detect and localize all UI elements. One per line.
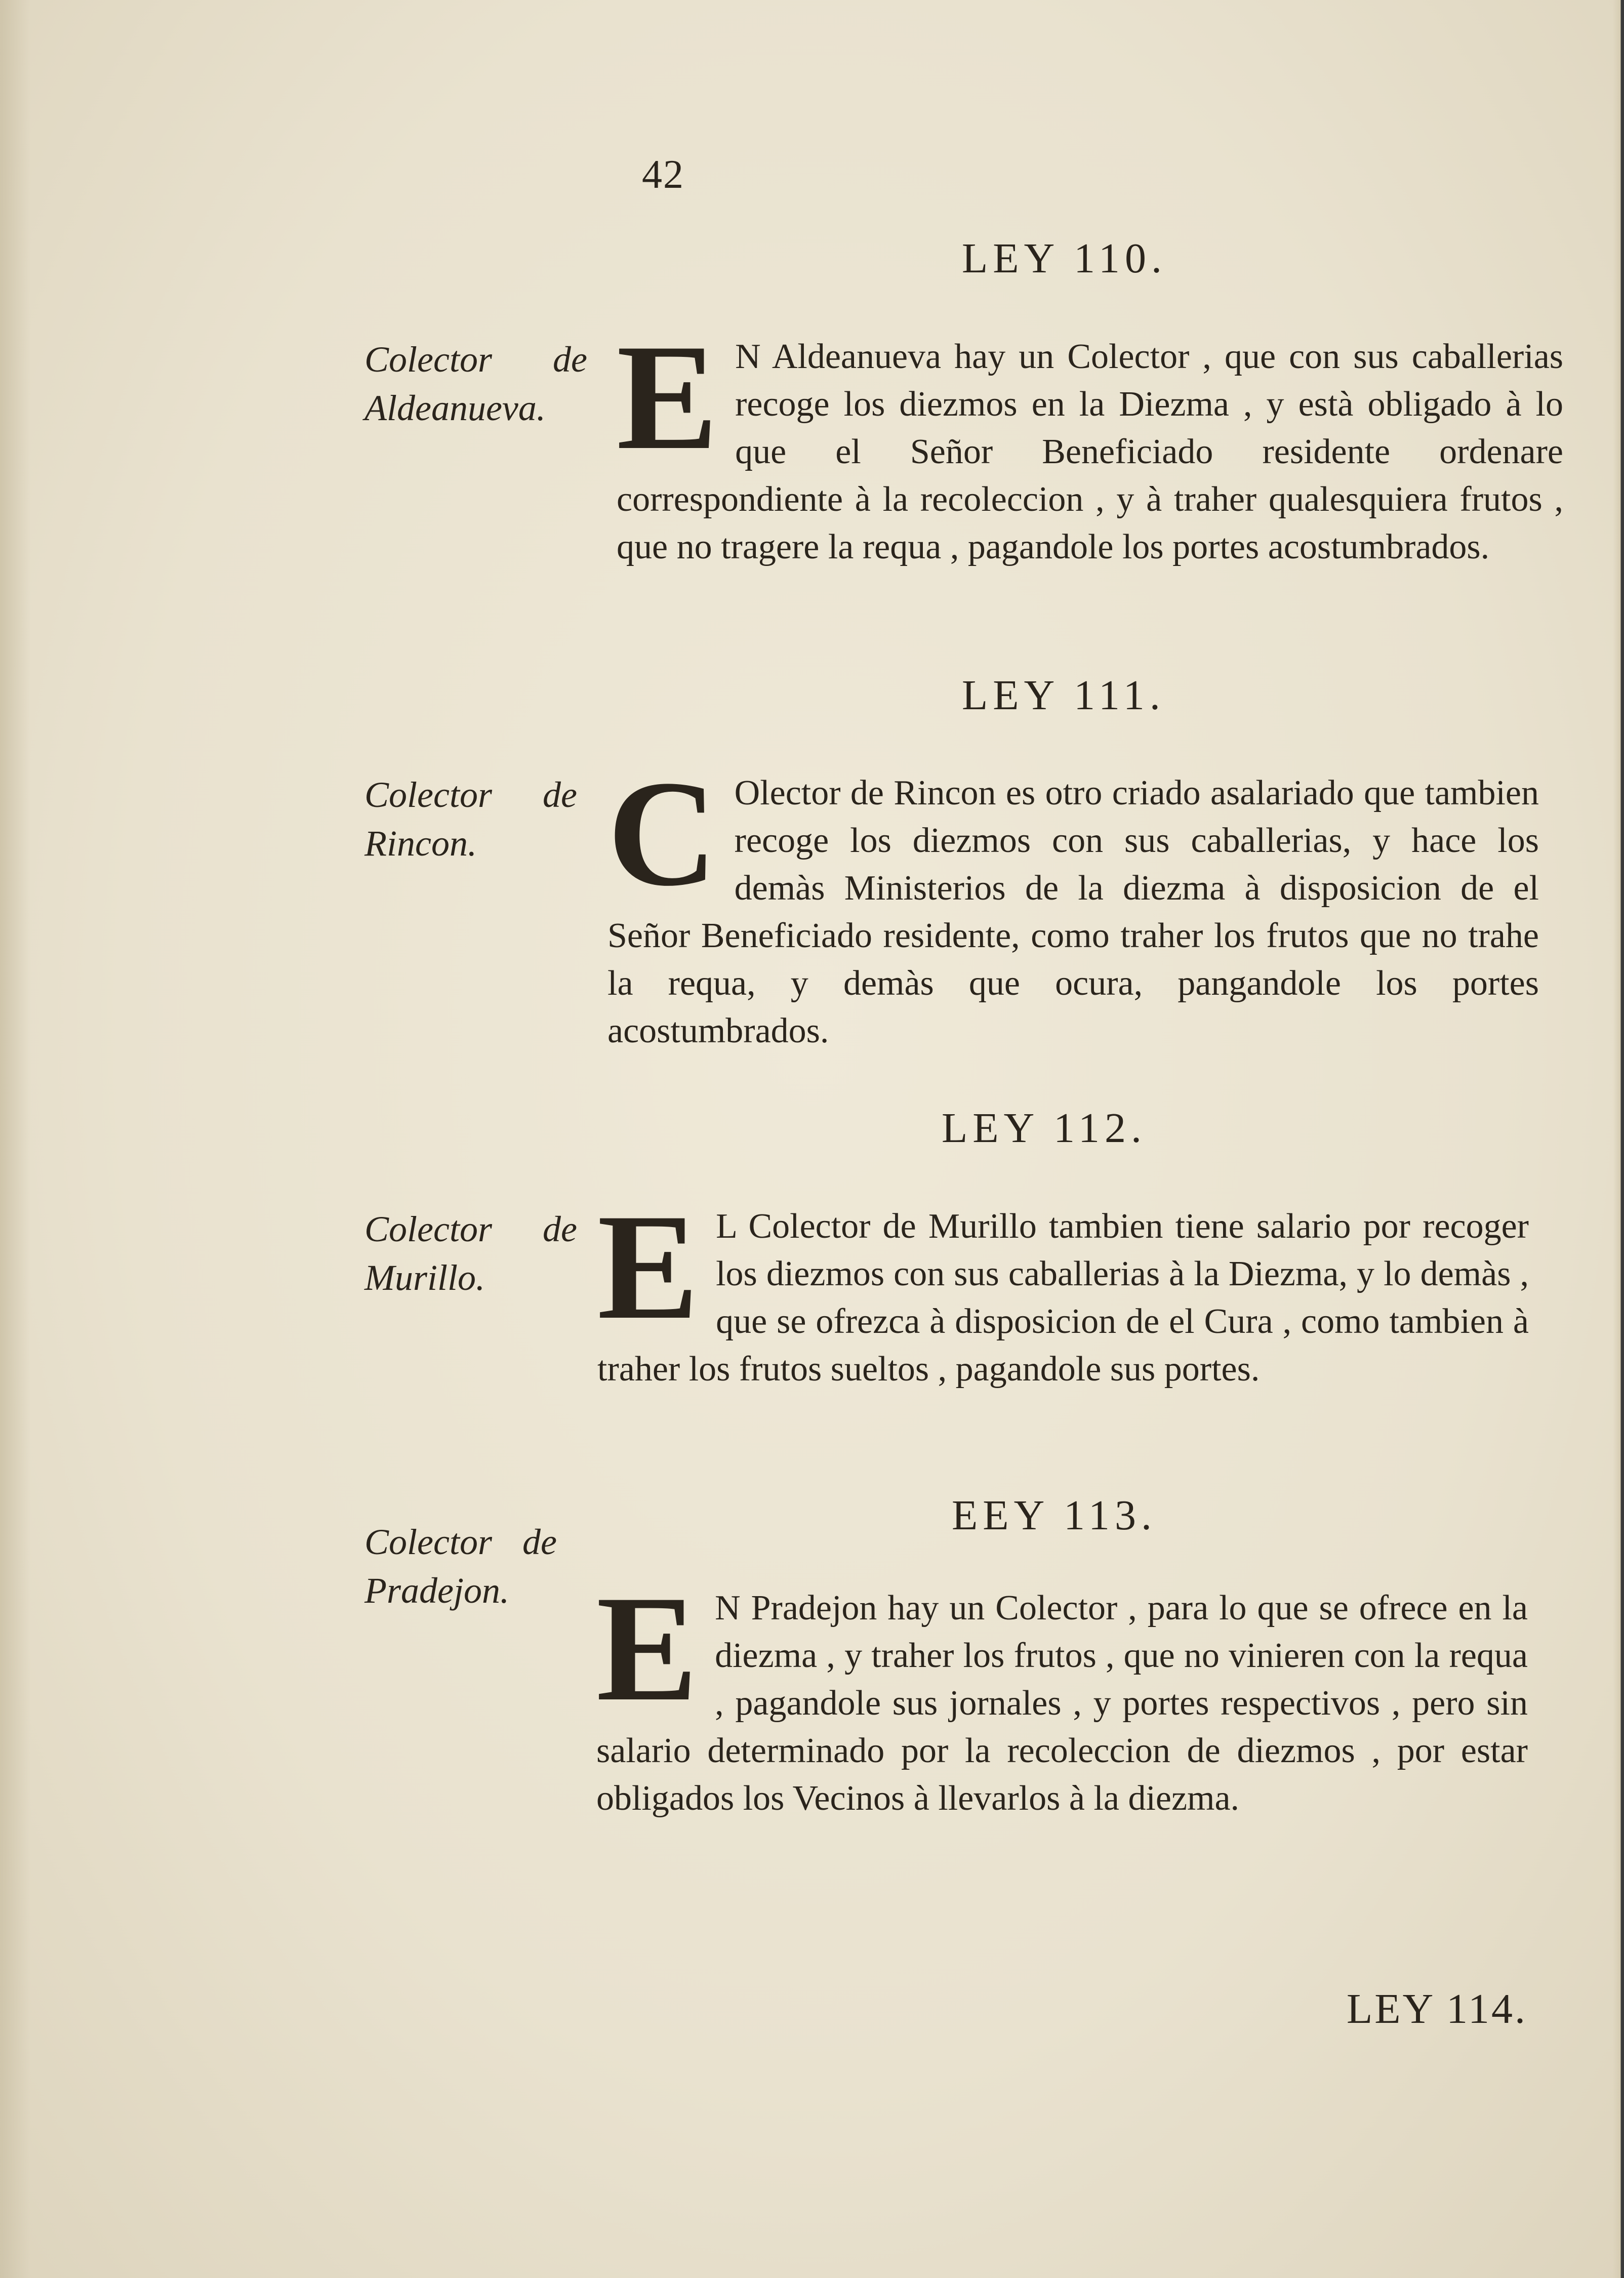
law-text: N Pradejon hay un Colector , para lo que se ofrece en la diezma , y traher los frutos , que no vinieren con la requa , pagandole sus jornales , y portes respectivos , pero sin salario determinado por la recoleccion de diezmos , por estar obligados los Vecinos à llevarlos à la diezma. [596, 1589, 1528, 1818]
catchword: LEY 114. [1347, 1985, 1528, 2032]
margin-note-110 [364, 335, 587, 432]
law-body-110 [617, 313, 1563, 571]
law-text: Olector de Rincon es otro criado asalariado que tambien recoge los diezmos con sus caballerias, y hace los demàs Ministerios de la diezma à disposicion de el Señor Beneficiado residente, como traher los frutos que no trahe la requa, y demàs que ocura, pangandole los portes acostumbrados. [607, 774, 1539, 1050]
margin-note-line: Rincon. [364, 823, 477, 864]
law-heading-113: EEY 113. [952, 1492, 1157, 1539]
page-edge [1613, 0, 1624, 2278]
margin-note-line: Colector de [364, 339, 587, 380]
law-text: N Aldeanueva hay un Colector , que con sus caballerias recoge los diezmos en la Diezma , y està obligado à lo que el Señor Beneficiado residente ordenare correspondiente à la recoleccion , y à traher qualesquiera frutos , que no tragere la requa , pagandole los portes acostumbrados. [617, 337, 1563, 566]
law-heading-111: LEY 111. [962, 672, 1165, 719]
margin-note-113 [364, 1518, 557, 1615]
margin-note-line: Colector de [364, 1209, 577, 1249]
drop-capital: E [617, 313, 718, 481]
law-heading-110: LEY 110. [962, 235, 1167, 282]
page-number: 42 [642, 152, 684, 197]
margin-note-line: Colector de [364, 775, 577, 815]
law-body-111 [607, 749, 1539, 1055]
law-body-113 [596, 1564, 1528, 1822]
drop-capital: E [596, 1564, 698, 1732]
margin-note-112 [364, 1205, 577, 1302]
page-gutter-shadow [0, 0, 30, 2278]
drop-capital: E [597, 1183, 699, 1351]
margin-note-line: Pradejon. [364, 1570, 509, 1611]
law-body-112 [597, 1183, 1529, 1393]
drop-capital: C [607, 749, 717, 917]
margin-note-line: Colector de [364, 1522, 557, 1562]
law-text: L Colector de Murillo tambien tiene salario por recoger los diezmos con sus caballerias à la Diezma, y lo demàs , que se ofrezca à disposicion de el Cura , como tambien à traher los frutos sueltos , pagandole sus portes. [597, 1207, 1529, 1389]
margin-note-line: Murillo. [364, 1257, 485, 1298]
margin-note-line: Aldeanueva. [364, 388, 546, 428]
law-heading-112: LEY 112. [942, 1105, 1147, 1152]
margin-note-111 [364, 770, 577, 868]
